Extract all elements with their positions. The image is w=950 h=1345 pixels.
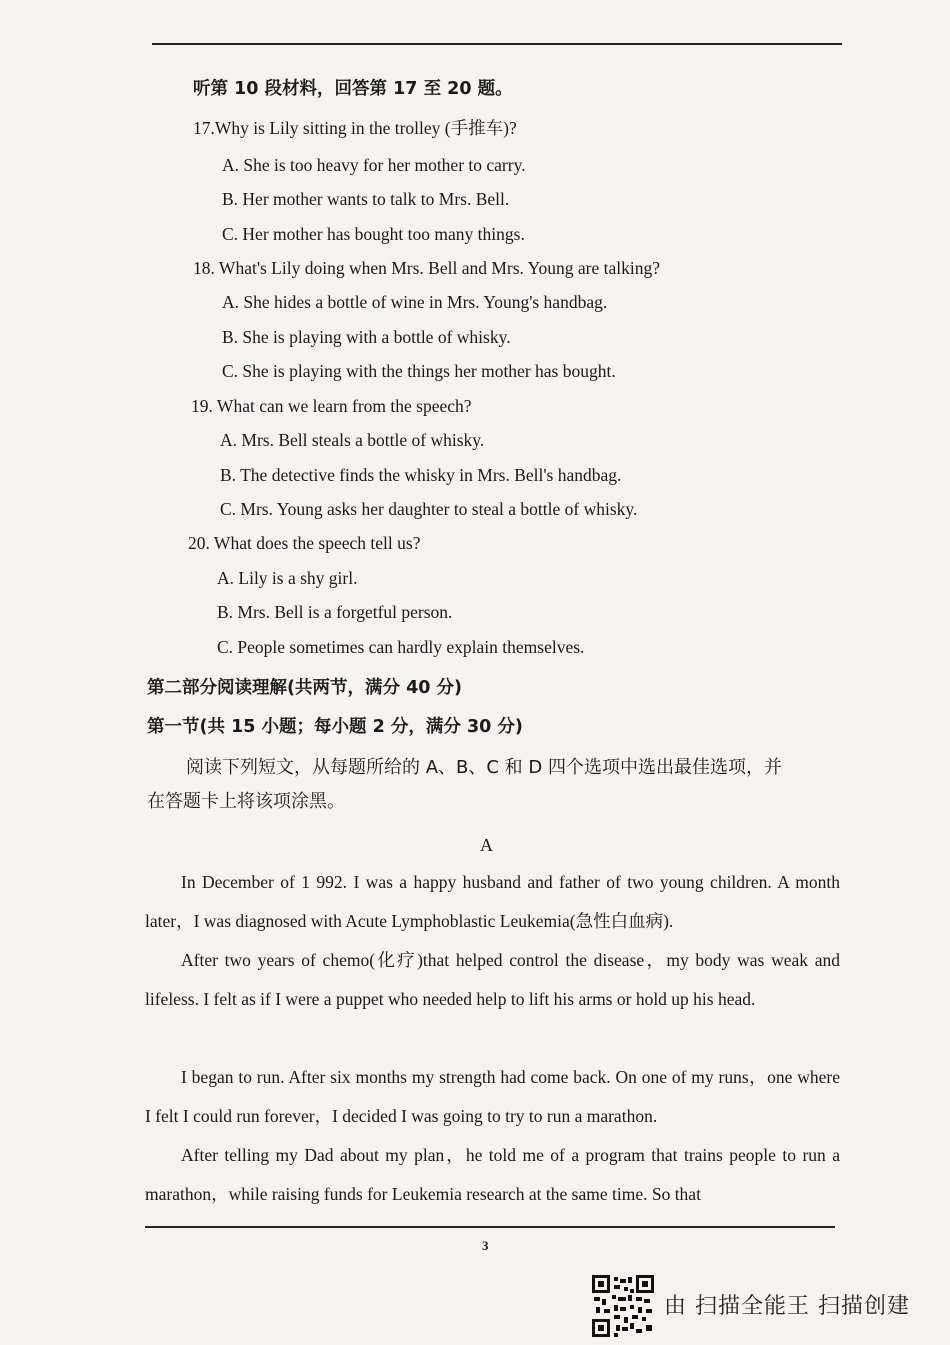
reading-part-title: 第二部分阅读理解(共两节，满分 40 分) [147,678,463,698]
question-18-option-a: A. She hides a bottle of wine in Mrs. Young's handbag. [222,292,608,312]
question-20-option-c: C. People sometimes can hardly explain themselves. [217,637,585,657]
passage-paragraph-4 [145,1136,840,1213]
passage-label: A [480,835,493,855]
reading-instruction-line-1: 阅读下列短文，从每题所给的 A、B、C 和 D 四个选项中选出最佳选项，并 [186,757,782,778]
reading-section-title: 第一节(共 15 小题；每小题 2 分，满分 30 分) [147,717,523,737]
question-17-option-b: B. Her mother wants to talk to Mrs. Bell. [222,189,510,209]
passage-paragraph-3-text: I began to run. After six months my strength had come back. On one of my runs，one where I felt I could run forever，I decided I was going to try to run a marathon. [145,1067,840,1126]
passage-paragraph-3 [145,1058,840,1135]
question-19-stem: 19. What can we learn from the speech? [191,396,472,416]
page-number: 3 [482,1238,489,1253]
question-20-option-b: B. Mrs. Bell is a forgetful person. [217,602,453,622]
question-20-option-a: A. Lily is a shy girl. [217,568,358,588]
question-17-option-c: C. Her mother has bought too many things. [222,224,525,244]
question-17-stem: 17.Why is Lily sitting in the trolley (手推车)? [193,118,517,138]
listening-section-note: 听第 10 段材料，回答第 17 至 20 题。 [193,79,513,99]
question-19-option-a: A. Mrs. Bell steals a bottle of whisky. [220,430,485,450]
passage-paragraph-2-text: After two years of chemo(化疗)that helped control the disease，my body was weak and lifeless. I felt as if I were a puppet who needed help to lift his arms or hold up his head. [145,950,840,1009]
question-19-option-c: C. Mrs. Young asks her daughter to steal a bottle of whisky. [220,499,638,519]
question-18-stem: 18. What's Lily doing when Mrs. Bell and Mrs. Young are talking? [193,258,661,278]
qr-code-icon [592,1275,654,1337]
scanner-watermark: 由 扫描全能王 扫描创建 [664,1294,910,1319]
question-18-option-b: B. She is playing with a bottle of whisky. [222,327,511,347]
reading-instruction-line-2: 在答题卡上将该项涂黑。 [147,791,345,812]
passage-paragraph-2 [145,941,840,1018]
passage-paragraph-1 [145,863,840,940]
question-18-option-c: C. She is playing with the things her mother has bought. [222,361,616,381]
question-20-stem: 20. What does the speech tell us? [188,533,421,553]
passage-paragraph-1-text: In December of 1 992. I was a happy husband and father of two young children. A month later，I was diagnosed with Acute Lymphoblastic Leukemia(急性白血病). [145,872,840,931]
top-rule [152,43,842,45]
passage-paragraph-4-text: After telling my Dad about my plan，he told me of a program that trains people to run a marathon，while raising funds for Leukemia research at the same time. So that [145,1145,840,1204]
question-19-option-b: B. The detective finds the whisky in Mrs. Bell's handbag. [220,465,622,485]
bottom-rule [145,1226,835,1228]
question-17-option-a: A. She is too heavy for her mother to carry. [222,155,526,175]
